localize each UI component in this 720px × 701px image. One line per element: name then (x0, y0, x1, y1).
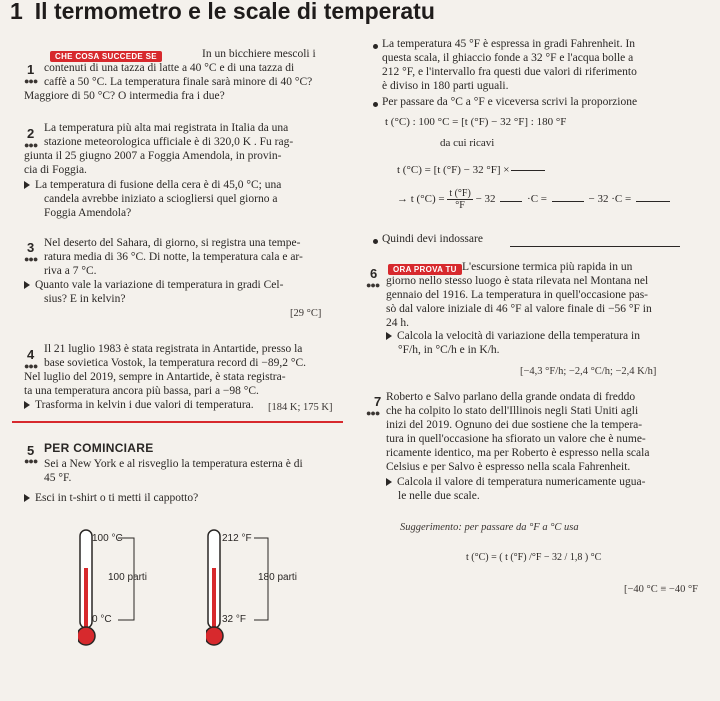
exercise-6-number: 6 (370, 266, 378, 281)
exercise-4-question: Trasforma in kelvin i due valori di temperatura. (24, 399, 344, 413)
exercise-6-badge: ORA PROVA TU (388, 264, 462, 275)
exercise-4-text: Il 21 luglio 1983 è stata registrata in Antartide, presso la base sovietica Vostok, la temperatura record di −89,2 °C. Nel luglio del 2019, sempre in Antartide, è stata registra- ta una temperatura ancora più bassa, pari a −98 °C. (24, 343, 306, 397)
chapter-number: 1 (10, 0, 23, 24)
blank-field[interactable] (511, 159, 545, 171)
bullet-icon (373, 239, 378, 244)
celsius-top-label: 100 °C (92, 533, 123, 544)
suggestion-text: Suggerimento: per passare da °F a °C usa (400, 522, 579, 533)
proportion-instruction: Per passare da °C a °F e viceversa scrivi la proporzione (382, 96, 638, 108)
arrow-icon (386, 332, 392, 340)
quindi-text: Quindi devi indossare (382, 233, 483, 245)
exercise-4-number: 4 (27, 347, 35, 362)
chapter-title-text: Il termometro e le scale di temperatu (34, 0, 435, 24)
exercise-7-answer: [−40 °C ≡ −40 °F (624, 584, 699, 595)
answer-blank-line[interactable] (510, 246, 680, 247)
conversion-formula-1: t (°C) = [t (°F) − 32 °F] × (397, 159, 547, 182)
fahrenheit-top-label: 212 °F (222, 533, 252, 544)
arrow-icon (24, 181, 30, 189)
blank-field[interactable] (636, 201, 670, 202)
blank-field[interactable] (500, 201, 522, 202)
proportion-formula: t (°C) : 100 °C = [t (°F) − 32 °F] : 180 °F (385, 116, 567, 128)
fahrenheit-thermometer-icon (206, 528, 276, 648)
arrow-icon (24, 401, 30, 409)
arrow-icon (386, 478, 392, 486)
exercise-2-number: 2 (27, 126, 35, 141)
difficulty-dots-icon: ●●● (24, 140, 38, 150)
exercise-3-answer: [29 °C] (290, 308, 322, 319)
exercise-5-text: Sei a New York e al risveglio la temperatura esterna è di 45 °F. (44, 458, 303, 484)
difficulty-dots-icon: ●●● (24, 456, 38, 466)
fahrenheit-explanation: La temperatura 45 °F è espressa in gradi Fahrenheit. In questa scala, il ghiaccio fonde a 32 °F e l'acqua bolle a 212 °F, e l'intervallo fra questi due valori di riferimento è diviso in 180 parti uguali. (382, 38, 637, 92)
exercise-1-text: In un bicchiere mescoli i contenuti di una tazza di latte a 40 °C e di una tazza di caffè a 50 °C. La temperatura finale sarà minore di 40 °C? Maggiore di 50 °C? O intermedia fra i due? (24, 48, 316, 102)
celsius-parts-label: 100 parti (108, 572, 147, 583)
fahrenheit-parts-label: 180 parti (258, 572, 297, 583)
chapter-title (10, 0, 435, 25)
arrow-icon (24, 494, 30, 502)
exercise-1-number: 1 (27, 62, 35, 77)
exercise-3-text: Nel deserto del Sahara, di giorno, si registra una tempe- ratura media di 36 °C. Di notte, la temperatura cala e ar- riva a 7 °C. (44, 237, 303, 277)
celsius-bottom-label: 0 °C (92, 614, 112, 625)
exercise-7-text: Roberto e Salvo parlano della grande ondata di freddo che ha colpito lo stato dell'Illinois negli Stati Uniti agli inizi del 2019. Ognuno dei due sostiene che la tempera- tura in quell'occasione ha sfiorato un valore che è nume- ricamente identico, ma per Roberto è espresso nella scala Celsius e per Salvo è espresso nella scala Fahrenheit. (386, 391, 650, 473)
exercise-6-text: L'escursione termica più rapida in un giorno nello stesso luogo è stata rilevata nel Montana nel gennaio del 1916. La temperatura in quell'occasione pas- sò dal valore iniziale di 46 °F al valore finale di −56 °F in 24 h. (386, 261, 652, 329)
difficulty-dots-icon: ●●● (24, 76, 38, 86)
exercise-4-answer: [184 K; 175 K] (268, 402, 333, 413)
exercise-2-question: La temperatura di fusione della cera è di 45,0 °C; una candela avrebbe iniziato a sciogliersi quel giorno a Foggia Amendola? (24, 179, 344, 221)
exercise-3-number: 3 (27, 240, 35, 255)
exercise-7-number: 7 (374, 394, 382, 409)
blank-field[interactable] (552, 201, 584, 202)
exercise-3-question: Quanto vale la variazione di temperatura in gradi Cel- sius? E in kelvin? (24, 279, 344, 307)
fahrenheit-bottom-label: 32 °F (222, 614, 247, 625)
exercise-5-number: 5 (27, 443, 35, 458)
exercise-2-text: La temperatura più alta mai registrata in Italia da una stazione meteorologica ufficiale è di 320,0 K . Fu rag- giunta il 25 giugno 2007 a Foggia Amendola, in provin- cia di Foggia. (24, 122, 294, 176)
conversion-formula-2: → t (°C) = $\frac{t (^\circ F)}{^\circ F} - 32 \cdot C$ = − 32 ·C = (397, 188, 672, 211)
section-divider (12, 421, 343, 423)
difficulty-dots-icon: ●●● (366, 280, 380, 290)
celsius-thermometer-icon (78, 528, 138, 648)
exercise-1-badge: CHE COSA SUCCEDE SE (50, 51, 162, 62)
exercise-6-question: Calcola la velocità di variazione della temperatura in °F/h, in °C/h e in K/h. (386, 330, 719, 358)
exercise-6-answer: [−4,3 °F/h; −2,4 °C/h; −2,4 K/h] (520, 366, 657, 377)
exercise-5-question: Esci in t-shirt o ti metti il cappotto? (24, 492, 344, 506)
exercise-7-question: Calcola il valore di temperatura numericamente ugua- le nelle due scale. (386, 476, 719, 504)
difficulty-dots-icon: ●●● (366, 408, 380, 418)
suggestion-formula: t (°C) = ( t (°F) /°F − 32 / 1,8 ) °C (466, 552, 602, 563)
da-cui-text: da cui ricavi (440, 137, 495, 149)
section-header: PER COMINCIARE (44, 441, 154, 455)
difficulty-dots-icon: ●●● (24, 361, 38, 371)
arrow-icon (24, 281, 30, 289)
difficulty-dots-icon: ●●● (24, 254, 38, 264)
bullet-icon (373, 102, 378, 107)
bullet-icon (373, 44, 378, 49)
